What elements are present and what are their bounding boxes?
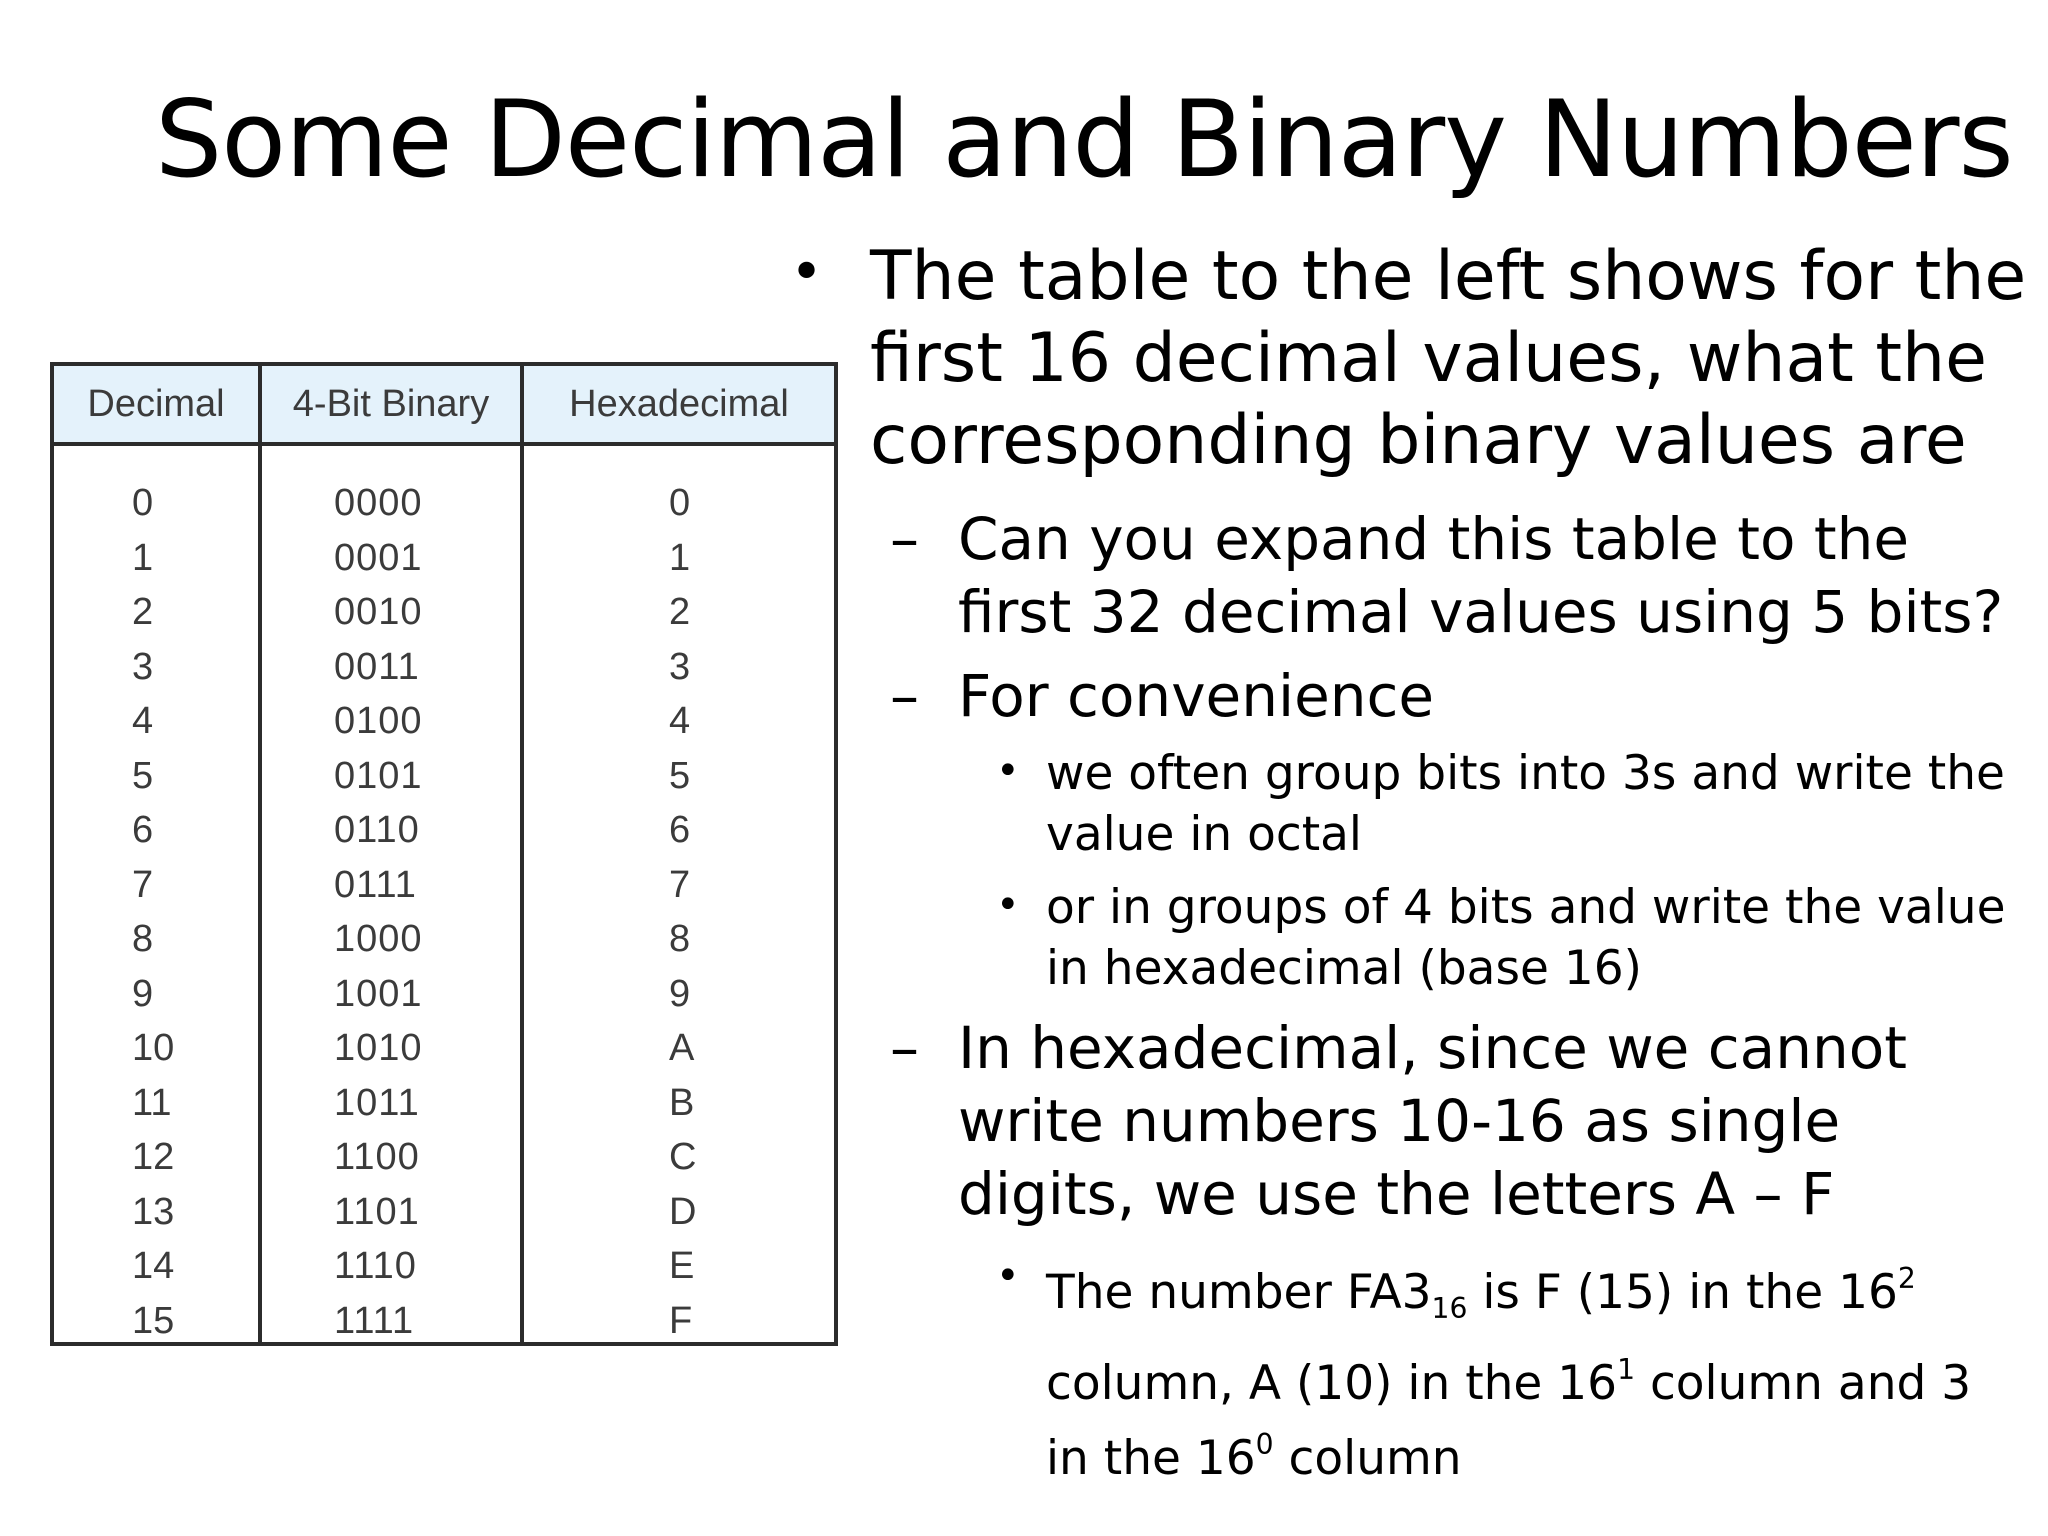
table-row: [54, 803, 834, 858]
table-row: [54, 1294, 834, 1349]
cell-decimal: 0: [132, 482, 154, 524]
bullet-marker: •: [996, 748, 1020, 794]
cell-binary: 1000: [334, 918, 423, 960]
cell-decimal: 11: [132, 1081, 172, 1124]
cell-hex: 7: [669, 863, 691, 906]
cell-binary: 1110: [334, 1245, 417, 1287]
example-exponent-0: 0: [1255, 1428, 1274, 1461]
cell-hex: F: [669, 1299, 693, 1342]
cell-hex: 1: [669, 536, 691, 579]
cell-hex: D: [669, 1190, 697, 1233]
bullet-hex-groups-text: or in groups of 4 bits and write the value in hexadecimal (base 16): [1046, 880, 2006, 996]
cell-decimal: 9: [132, 972, 154, 1015]
table-body: [54, 476, 834, 1348]
cell-hex: A: [669, 1027, 695, 1069]
cell-binary: 0011: [334, 645, 420, 688]
cell-binary: 0101: [334, 754, 423, 797]
table-row: [54, 912, 834, 967]
bullet-marker: •: [790, 240, 824, 305]
table-row: [54, 476, 834, 531]
bullet-expand-text: Can you expand this table to the first 32 decimal values using 5 bits?: [958, 505, 2004, 646]
table-row: [54, 585, 834, 640]
header-binary: 4-Bit Binary: [292, 383, 490, 425]
table-row: [54, 1239, 834, 1294]
cell-decimal: 6: [132, 809, 154, 851]
cell-decimal: 15: [132, 1299, 175, 1342]
cell-binary: 1101: [334, 1190, 420, 1233]
table-row: [54, 1076, 834, 1131]
cell-decimal: 3: [132, 645, 154, 688]
decimal-binary-hex-table: [50, 362, 838, 1346]
cell-decimal: 4: [132, 700, 154, 742]
example-exponent-2: 2: [1897, 1262, 1916, 1295]
bullet-convenience-text: For convenience: [958, 662, 1435, 730]
table-row: [54, 1021, 834, 1076]
bullet-octal-text: we often group bits into 3s and write the value in octal: [1046, 746, 2005, 862]
example-base-subscript: 16: [1431, 1292, 1468, 1325]
cell-hex: 8: [669, 918, 691, 960]
cell-decimal: 12: [132, 1136, 175, 1178]
bullet-example: [996, 1248, 2006, 1489]
cell-binary: 0001: [334, 536, 423, 579]
example-text-5: column: [1273, 1431, 1462, 1486]
example-text-1: The number FA3: [1046, 1265, 1432, 1320]
cell-decimal: 7: [132, 863, 154, 906]
example-text-4: column and 3 in the 16: [1046, 1356, 1972, 1486]
cell-decimal: 14: [132, 1245, 175, 1287]
cell-decimal: 5: [132, 754, 154, 797]
cell-hex: B: [669, 1081, 695, 1124]
example-text-3: column, A (10) in the 16: [1046, 1356, 1618, 1411]
bullet-marker: •: [996, 882, 1020, 928]
cell-binary: 0111: [334, 863, 417, 906]
table-header: [54, 366, 834, 446]
table-row: [54, 858, 834, 913]
example-exponent-1: 1: [1617, 1353, 1636, 1386]
cell-hex: 5: [669, 754, 691, 797]
cell-binary: 1011: [334, 1081, 420, 1124]
cell-binary: 0110: [334, 809, 420, 851]
cell-hex: 3: [669, 645, 691, 688]
cell-binary: 0100: [334, 700, 423, 742]
dash-marker: –: [890, 1014, 919, 1082]
bullet-expand: [890, 503, 2008, 649]
cell-hex: 9: [669, 972, 691, 1015]
table-row: [54, 967, 834, 1022]
bullet-hex-letters: [890, 1012, 2028, 1231]
dash-marker: –: [890, 505, 919, 573]
bullet-hex-letters-text: In hexadecimal, since we cannot write numbers 10-16 as single digits, we use the letters A – F: [958, 1014, 1907, 1228]
slide-title: Some Decimal and Binary Numbers: [155, 78, 2013, 201]
cell-hex: E: [669, 1245, 695, 1287]
cell-decimal: 8: [132, 918, 154, 960]
example-text-2: is F (15) in the 16: [1467, 1265, 1898, 1320]
table-row: [54, 1185, 834, 1240]
cell-decimal: 10: [132, 1027, 175, 1069]
bullet-octal: [996, 743, 2006, 865]
cell-hex: 0: [669, 482, 691, 524]
bullet-convenience: [890, 660, 2008, 733]
cell-binary: 1010: [334, 1027, 423, 1069]
table-row: [54, 1130, 834, 1185]
cell-hex: C: [669, 1136, 697, 1178]
cell-binary: 0000: [334, 482, 423, 524]
cell-decimal: 13: [132, 1190, 175, 1233]
cell-binary: 1001: [334, 972, 423, 1015]
cell-binary: 1111: [334, 1299, 415, 1342]
table-row: [54, 640, 834, 695]
bullet-intro-text: The table to the left shows for the first 16 decimal values, what the corresponding binary values are: [870, 237, 2027, 480]
cell-hex: 4: [669, 700, 691, 742]
cell-binary: 0010: [334, 591, 423, 633]
bullet-intro: [790, 236, 2030, 482]
cell-decimal: 1: [132, 536, 154, 579]
header-hexadecimal: Hexadecimal: [569, 383, 789, 425]
bullet-hex-groups: [996, 877, 2006, 999]
bullet-marker: •: [996, 1253, 1020, 1299]
header-decimal: Decimal: [87, 383, 225, 425]
cell-hex: 2: [669, 591, 691, 633]
table-row: [54, 531, 834, 586]
cell-hex: 6: [669, 809, 691, 851]
table-row: [54, 749, 834, 804]
cell-decimal: 2: [132, 591, 154, 633]
cell-binary: 1100: [334, 1136, 420, 1178]
dash-marker: –: [890, 662, 919, 730]
table-row: [54, 694, 834, 749]
